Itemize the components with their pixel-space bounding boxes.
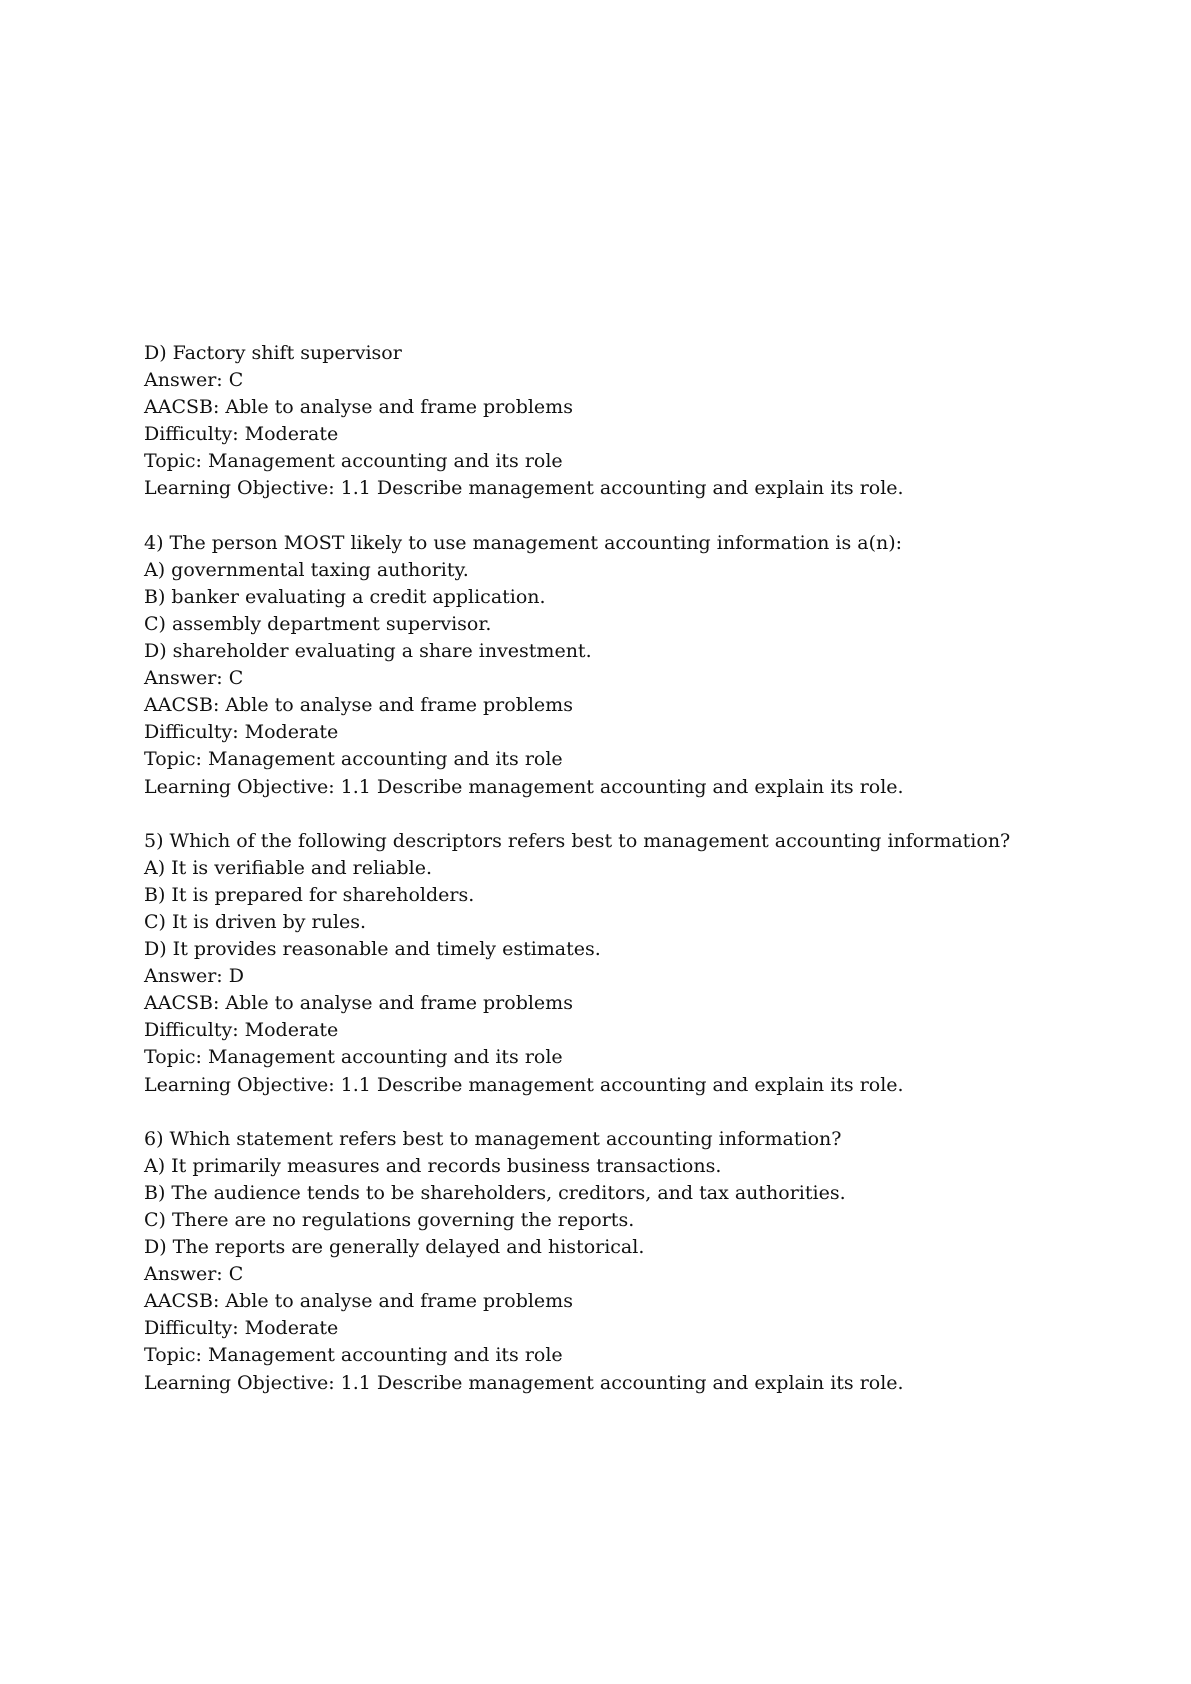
option-d: D) The reports are generally delayed and historical. xyxy=(144,1236,645,1259)
option-a: A) It primarily measures and records business transactions. xyxy=(144,1154,722,1177)
question-stem: 6) Which statement refers best to management accounting information? xyxy=(144,1127,842,1150)
question-5 xyxy=(144,828,1104,1099)
topic: Topic: Management accounting and its role xyxy=(144,1344,563,1367)
aacsb: AACSB: Able to analyse and frame problems xyxy=(144,992,573,1015)
option-d: D) shareholder evaluating a share investment. xyxy=(144,640,592,663)
answer: Answer: D xyxy=(144,965,244,988)
option-b: B) It is prepared for shareholders. xyxy=(144,883,475,906)
learning-objective: Learning Objective: 1.1 Describe management accounting and explain its role. xyxy=(144,1073,904,1096)
spacer xyxy=(144,1099,1104,1126)
aacsb: AACSB: Able to analyse and frame problems xyxy=(144,1290,573,1313)
question-6 xyxy=(144,1126,1104,1397)
learning-objective: Learning Objective: 1.1 Describe management accounting and explain its role. xyxy=(144,775,904,798)
learning-objective: Learning Objective: 1.1 Describe management accounting and explain its role. xyxy=(144,477,904,500)
option-b: B) The audience tends to be shareholders, creditors, and tax authorities. xyxy=(144,1181,846,1204)
option-d: D) It provides reasonable and timely estimates. xyxy=(144,938,601,961)
question-stem: 5) Which of the following descriptors refers best to management accounting information? xyxy=(144,829,1011,852)
learning-objective: Learning Objective: 1.1 Describe management accounting and explain its role. xyxy=(144,1371,904,1394)
answer: Answer: C xyxy=(144,369,244,392)
question-4 xyxy=(144,530,1104,801)
topic: Topic: Management accounting and its role xyxy=(144,1046,563,1069)
aacsb: AACSB: Able to analyse and frame problems xyxy=(144,694,573,717)
option-b: B) banker evaluating a credit application. xyxy=(144,585,546,608)
spacer xyxy=(144,503,1104,530)
difficulty: Difficulty: Moderate xyxy=(144,1019,339,1042)
difficulty: Difficulty: Moderate xyxy=(144,721,339,744)
question-stem: 4) The person MOST likely to use management accounting information is a(n): xyxy=(144,531,903,554)
topic: Topic: Management accounting and its role xyxy=(144,748,563,771)
answer: Answer: C xyxy=(144,667,244,690)
option-c: C) assembly department supervisor. xyxy=(144,612,492,635)
spacer xyxy=(144,801,1104,828)
aacsb: AACSB: Able to analyse and frame problems xyxy=(144,396,573,419)
topic: Topic: Management accounting and its role xyxy=(144,450,563,473)
option-a: A) It is verifiable and reliable. xyxy=(144,856,432,879)
question-3-continuation xyxy=(144,340,1104,503)
difficulty: Difficulty: Moderate xyxy=(144,1317,339,1340)
option-a: A) governmental taxing authority. xyxy=(144,558,469,581)
question-content xyxy=(144,340,1104,1397)
difficulty: Difficulty: Moderate xyxy=(144,423,339,446)
option-c: C) There are no regulations governing the reports. xyxy=(144,1209,635,1231)
option-c: C) It is driven by rules. xyxy=(144,910,366,933)
answer: Answer: C xyxy=(144,1263,244,1286)
option-d: D) Factory shift supervisor xyxy=(144,342,402,364)
